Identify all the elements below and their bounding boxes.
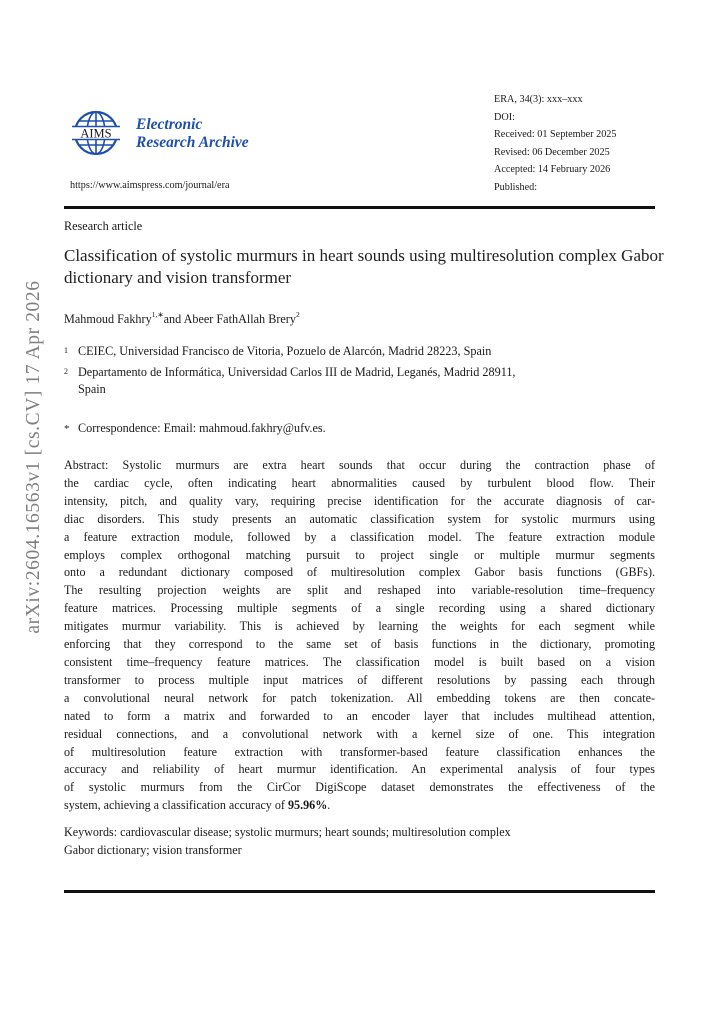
abstract-line: mitigates murmur variability. This is achieved by learning the weights for each segment while (64, 619, 655, 634)
abstract-line: a convolutional neural network for patch tokenization. All embedding tokens are then concate- (64, 690, 655, 705)
affiliation-text-cont: Spain (78, 382, 106, 396)
header-divider (64, 206, 655, 209)
article-type: Research article (64, 219, 143, 233)
meta-revised: Revised: 06 December 2025 (494, 146, 610, 158)
meta-published: Published: (494, 181, 538, 193)
meta-citation: ERA, 34(3): xxx–xxx (494, 94, 583, 105)
aims-globe-logo (70, 109, 122, 157)
correspondence-mark: * (64, 423, 70, 435)
abstract-line: nated to form a matrix and forwarded to an encoder layer that includes multihead attention, (64, 708, 655, 723)
abstract-line: of multiresolution feature extraction with transformer-based feature classification enhances the (64, 744, 655, 759)
abstract-line: consistent time–frequency feature matrices. The classification model is built based on a vision (64, 654, 655, 669)
affiliation-number: 2 (64, 367, 68, 376)
keywords-line: Keywords: cardiovascular disease; systolic murmurs; heart sounds; multiresolution complex (64, 825, 511, 839)
abstract-line: residual connections, and a convolutional network with a kernel size of one. This integration (64, 726, 655, 741)
author-list (64, 312, 300, 327)
accuracy-value: 95.96% (287, 798, 328, 813)
journal-name-line1: Electronic (136, 116, 203, 133)
publication-meta (494, 91, 617, 196)
correspondence-text: Correspondence: Email: mahmoud.fakhry@ufv.es. (78, 421, 326, 435)
footer-divider (64, 890, 655, 893)
abstract-line: onto a redundant dictionary composed of multiresolution complex Gabor basis functions (GBFs). (64, 565, 655, 580)
author-affil-marker: 2 (295, 310, 300, 319)
journal-name-line2: Research Archive (136, 134, 249, 151)
keywords-line: Gabor dictionary; vision transformer (64, 842, 242, 857)
author-affil-marker: 1,∗ (151, 310, 164, 319)
affiliation-1 (64, 343, 659, 360)
meta-accepted: Accepted: 14 February 2026 (494, 164, 611, 175)
abstract-text: system, achieving a classification accuracy of (64, 798, 288, 813)
arxiv-id: arXiv:2604.16563v1 [cs.CV] 17 Apr 2026 (23, 280, 44, 634)
abstract (64, 457, 655, 815)
abstract-line: a feature extraction module, followed by a classification model. The feature extraction module (64, 529, 655, 544)
journal-name (136, 116, 249, 152)
abstract-line: enforcing that they correspond to the same set of basis functions in the dictionary, promoting (64, 637, 655, 652)
abstract-last-line (64, 797, 655, 815)
author-name: and Abeer FathAllah Brery (163, 312, 296, 326)
affiliation-2 (64, 364, 659, 398)
abstract-line: intensity, pitch, and quality vary, requiring precise identification for the accurate diagnosis of car- (64, 493, 655, 508)
logo-text: AIMS (80, 126, 112, 141)
abstract-line: The resulting projection weights are split and reshaped into variable-resolution time–frequency (64, 583, 655, 598)
abstract-line: transformer to process multiple input matrices of different resolutions by passing each through (64, 672, 655, 687)
abstract-line: feature matrices. Processing multiple segments of a single recording using a shared dictionary (64, 601, 655, 616)
abstract-line: employs complex orthogonal matching pursuit to project single or multiple murmur segments (64, 547, 655, 562)
abstract-line: the cardiac cycle, often indicating heart abnormalities caused by turbulent blood flow. Their (64, 475, 655, 490)
affiliation-text: Departamento de Informática, Universidad Carlos III de Madrid, Leganés, Madrid 28911, (78, 365, 516, 379)
abstract-line: Abstract: Systolic murmurs are extra heart sounds that occur during the contraction phase of (64, 458, 655, 472)
arxiv-stamp (22, 280, 46, 634)
meta-received: Received: 01 September 2025 (494, 129, 617, 140)
abstract-line: accuracy and reliability of heart murmur identification. An experimental analysis of four types (64, 762, 655, 777)
keywords (64, 824, 655, 859)
author-name: Mahmoud Fakhry (64, 312, 152, 326)
meta-doi: DOI: (494, 111, 515, 123)
affiliation-number: 1 (64, 346, 68, 355)
correspondence (64, 420, 659, 437)
article-title: Classification of systolic murmurs in heart sounds using multiresolution complex Gabor dictionary and vision transformer (64, 246, 664, 287)
abstract-text: . (327, 798, 331, 813)
abstract-line: of systolic murmurs from the CirCor DigiScope dataset demonstrates the effectiveness of the (64, 780, 655, 795)
abstract-line: diac disorders. This study presents an automatic classification system for systolic murmurs using (64, 511, 655, 526)
affiliation-text: CEIEC, Universidad Francisco de Vitoria, Pozuelo de Alarcón, Madrid 28223, Spain (78, 344, 492, 358)
journal-url[interactable]: https://www.aimspress.com/journal/era (70, 180, 230, 191)
abstract-body (64, 457, 655, 797)
